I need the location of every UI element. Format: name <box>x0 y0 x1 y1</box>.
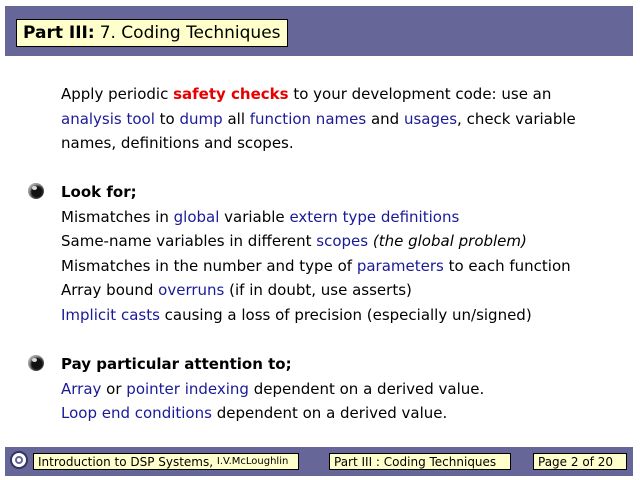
bullet-icon <box>28 183 44 199</box>
intro-text: all <box>222 109 250 128</box>
intro-highlight-safety-checks: safety checks <box>173 85 289 103</box>
item-highlight: scopes <box>316 232 369 250</box>
look-for-heading: Look for; <box>61 183 137 201</box>
item-text: Same-name variables in different <box>61 232 317 250</box>
intro-text: to <box>154 109 180 128</box>
intro-highlight-dump: dump <box>179 109 223 128</box>
look-for-item <box>61 278 571 303</box>
item-highlight: Array <box>61 379 102 398</box>
item-highlight: global <box>173 207 220 226</box>
bullet-icon <box>28 355 44 371</box>
look-for-item <box>61 229 571 254</box>
item-text: Array bound <box>61 281 159 299</box>
item-text: dependent on a derived value. <box>248 379 485 398</box>
item-text: variable <box>219 207 290 226</box>
item-highlight: extern type definitions <box>289 207 460 226</box>
footer-author: I.V.McLoughlin <box>216 456 289 467</box>
intro-highlight-usages: usages <box>403 109 458 128</box>
intro-paragraph <box>61 82 576 156</box>
intro-text: , check variable <box>457 109 576 128</box>
slide-title <box>16 19 288 47</box>
footer-course: Introduction to DSP Systems, <box>38 454 214 469</box>
item-text: or <box>101 379 127 398</box>
footer-course-label <box>33 453 299 470</box>
attention-section <box>61 352 484 426</box>
intro-text: names, definitions and scopes. <box>61 134 294 152</box>
look-for-item <box>61 303 571 328</box>
item-text: Mismatches in <box>61 207 174 226</box>
look-for-item <box>61 254 571 279</box>
logo-icon <box>10 451 28 469</box>
item-highlight: pointer indexing <box>126 379 249 398</box>
attention-item <box>61 401 484 426</box>
item-highlight: parameters <box>356 256 444 275</box>
title-part-label: Part III: <box>23 23 95 43</box>
item-text: to each function <box>443 256 571 275</box>
intro-text: Apply periodic <box>61 85 174 103</box>
item-text-italic: (the global problem) <box>368 232 527 250</box>
intro-highlight-analysis-tool: analysis tool <box>61 109 155 128</box>
item-text: Mismatches in the number and type of <box>61 256 357 275</box>
item-highlight: overruns <box>158 281 225 299</box>
intro-highlight-function-names: function names <box>249 109 367 128</box>
item-text: causing a loss of precision (especially un/signed) <box>159 305 532 324</box>
footer-page-number: Page 2 of 20 <box>533 453 627 470</box>
look-for-section <box>61 180 571 327</box>
attention-heading: Pay particular attention to; <box>61 355 292 373</box>
item-text: (if in doubt, use asserts) <box>224 281 412 299</box>
title-text: 7. Coding Techniques <box>99 23 281 43</box>
footer-section-label: Part III : Coding Techniques <box>329 453 511 470</box>
intro-text: to your development code: use an <box>288 85 552 103</box>
item-text: dependent on a derived value. <box>211 404 448 422</box>
intro-text: and <box>366 109 404 128</box>
attention-item <box>61 377 484 402</box>
look-for-item <box>61 205 571 230</box>
item-highlight: Implicit casts <box>61 305 160 324</box>
item-highlight: Loop end conditions <box>61 404 212 422</box>
